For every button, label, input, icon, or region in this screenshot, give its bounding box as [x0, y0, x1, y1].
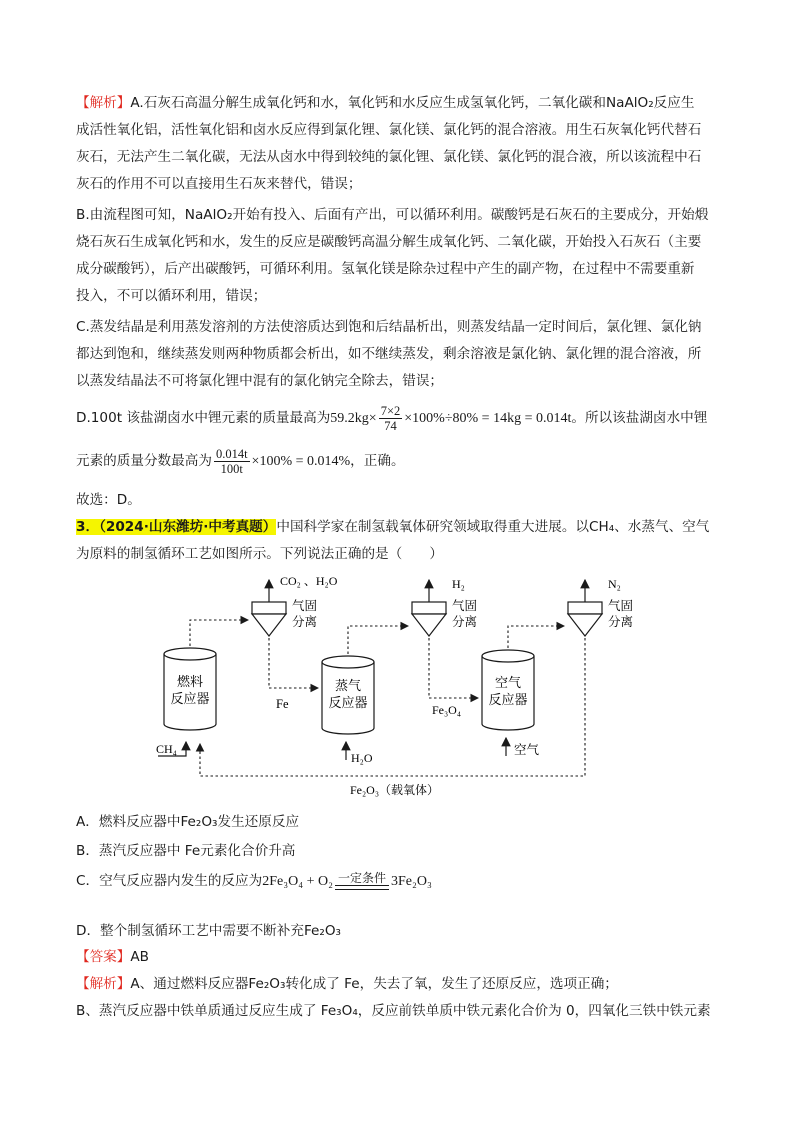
analysis-line-b2: 烧石灰石生成氧化钙和水，发生的反应是碳酸钙高温分解生成氧化钙、二氧化碳，开始投入石灰石（主要 — [76, 234, 702, 250]
d1-calc: 59.2kg× — [330, 411, 377, 426]
fraction-numerator: 0.014t — [215, 446, 248, 461]
analysis-text: A.石灰石高温分解生成氧化钙和水，氧化钙和水反应生成氢氧化钙，二氧化碳和NaAlO₂反应生 — [130, 95, 695, 111]
analysis-line-b4: 投入，不可以循环利用，错误； — [76, 288, 267, 304]
fuel-to-separator-line — [190, 620, 248, 646]
gas-solid-separator-1 — [252, 574, 338, 636]
separator-2-output: H₂ — [452, 577, 465, 591]
separator-3-label: 气固 — [608, 598, 634, 613]
separator-2-label: 气固 — [452, 598, 478, 613]
d1-fraction — [379, 404, 403, 433]
ch4-label: CH₄ — [156, 742, 177, 756]
analysis-line-a1 — [76, 93, 694, 113]
fuel-reactor-label-2: 反应器 — [170, 692, 210, 707]
analysis-line-c1: C.蒸发结晶是利用蒸发溶剂的方法使溶质达到饱和后结晶析出，则蒸发结晶一定时间后，氯化锂、氯化钠 — [76, 319, 702, 335]
fuel-reactor-label: 燃料 — [176, 675, 204, 690]
analysis-line-a3: 灰石，无法产生二氧化碳，无法从卤水中得到较纯的氯化锂、氯化镁、氯化钙的混合液，所以该流程中石 — [76, 149, 702, 165]
air-to-separator-line — [508, 626, 564, 648]
separator-1-label: 气固 — [292, 598, 318, 613]
d2-fraction — [214, 447, 250, 476]
final-choice: 故选：D。 — [76, 492, 141, 508]
d2-text-tail: ，正确。 — [350, 453, 405, 469]
option-a: A．燃料反应器中Fe₂O₃发生还原反应 — [76, 814, 300, 830]
gas-solid-separator-2 — [412, 577, 477, 636]
fraction-denominator: 100t — [220, 461, 243, 476]
air-reactor — [482, 650, 534, 730]
d1-calc-result: ×100%÷80% = 14kg = 0.014t — [404, 411, 572, 426]
steam-reactor-label-2: 反应器 — [328, 696, 368, 711]
air-reactor-label-2: 反应器 — [488, 693, 528, 708]
option-c — [76, 866, 432, 897]
fe-flow-line — [269, 638, 318, 688]
d2-text: 元素的质量分数最高为 — [76, 453, 212, 469]
carrier-label: Fe₂O₃（载氧体） — [350, 783, 440, 797]
air-label: 空气 — [514, 742, 540, 757]
separator-3-label-2: 分离 — [608, 614, 634, 629]
analysis-line-a2: 成活性氧化铝，活性氧化铝和卤水反应得到氯化锂、氯化镁、氯化钙的混合溶液。用生石灰氧化钙代替石 — [76, 122, 702, 138]
fe3o4-label: Fe₃O₄ — [432, 703, 462, 717]
option-c-text: C．空气反应器内发生的反应为 — [76, 873, 263, 889]
separator-2-label-2: 分离 — [452, 614, 478, 629]
analysis-tag: 【解析】 — [76, 95, 131, 111]
analysis-line-b3: 成分碳酸钙），后产出碳酸钙，可循环利用。氢氧化镁是除杂过程中产生的副产物，在过程中不需要重新 — [76, 261, 695, 277]
equals-line — [335, 886, 389, 890]
fraction-denominator: 74 — [384, 418, 397, 433]
answer-line — [76, 947, 149, 967]
d1-text: D.100t 该盐湖卤水中锂元素的质量最高为 — [76, 410, 331, 426]
question-source: （2024·山东潍坊·中考真题） — [99, 519, 277, 535]
h2o-label: H₂O — [351, 751, 373, 765]
option-b: B．蒸汽反应器中 Fe元素化合价升高 — [76, 843, 296, 859]
analysis2-line-b: B、蒸汽反应器中铁单质通过反应生成了 Fe₃O₄，反应前铁单质中铁元素化合价为 0，四氧化三铁中铁元素 — [76, 1003, 711, 1019]
d2-calc: ×100% = 0.014% — [251, 454, 351, 469]
analysis-line-a4: 灰石的作用不可以直接用生石灰来替代，错误； — [76, 176, 362, 192]
separator-1-output: CO₂ 、H₂O — [280, 574, 338, 588]
analysis2-line-a — [76, 974, 618, 994]
fraction-numerator: 7×2 — [380, 403, 401, 418]
question-number: 3． — [76, 519, 100, 535]
question-stem: 中国科学家在制氢载氧体研究领域取得重大进展。以CH₄、水蒸气、空气 — [276, 519, 710, 535]
analysis-line-d1 — [76, 400, 707, 437]
fuel-reactor — [164, 648, 216, 730]
separator-1-label-2: 分离 — [292, 614, 318, 629]
steam-to-separator-line — [348, 626, 408, 654]
analysis-line-b1: B.由流程图可知，NaAlO₂开始有投入、后面有产出，可以循环利用。碳酸钙是石灰石的主要成分，开始煅 — [76, 207, 709, 223]
analysis-line-c3: 以蒸发结晶法不可将氯化锂中混有的氯化钠完全除去，错误； — [76, 373, 444, 389]
steam-reactor — [322, 656, 374, 734]
option-d: D．整个制氢循环工艺中需要不断补充Fe₂O₃ — [76, 923, 342, 939]
question-3-stem-line1 — [76, 517, 709, 537]
separator-3-output: N₂ — [608, 577, 621, 591]
equation-left: 2Fe₃O₄ + O₂ — [262, 874, 333, 889]
fe3o4-flow-line — [429, 638, 478, 698]
analysis-line-c2: 都达到饱和，继续蒸发则两种物质都会析出，如不继续蒸发，剩余溶液是氯化钠、氯化锂的混合溶液，所 — [76, 346, 702, 362]
fe-label: Fe — [276, 697, 289, 711]
question-3-stem-line2: 为原料的制氢循环工艺如图所示。下列说法正确的是（ ） — [76, 546, 444, 562]
hydrogen-cycle-diagram — [150, 570, 650, 802]
answer-tag: 【答案】 — [76, 949, 131, 965]
steam-reactor-label: 蒸气 — [334, 679, 362, 694]
answer-value: AB — [130, 949, 150, 965]
gas-solid-separator-3 — [568, 577, 633, 636]
condition-text: 一定条件 — [335, 872, 389, 886]
analysis2-text-a: A、通过燃料反应器Fe₂O₃转化成了 Fe，失去了氧，发生了还原反应，选项正确； — [130, 976, 618, 992]
reaction-condition — [335, 872, 389, 890]
equation-right: 3Fe₂O₃ — [391, 874, 432, 889]
air-reactor-label: 空气 — [494, 676, 522, 691]
analysis-line-d2 — [76, 443, 405, 480]
d1-text-tail: 。所以该盐湖卤水中锂 — [571, 410, 708, 426]
analysis2-tag: 【解析】 — [76, 976, 131, 992]
